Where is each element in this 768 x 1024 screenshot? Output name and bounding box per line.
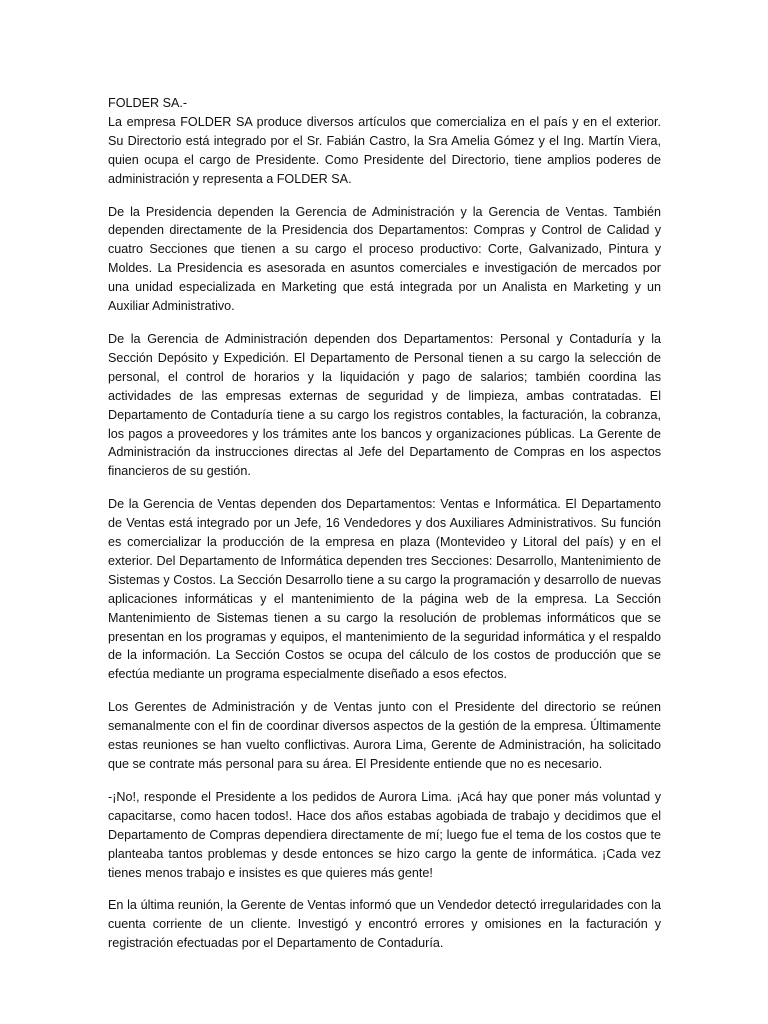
paragraph-last-meeting: En la última reunión, la Gerente de Ventas informó que un Vendedor detectó irregularidades con la cuenta corriente de un cliente. Investigó y encontró errores y omisiones en la facturación y registración efectuadas por el Departamento de Contaduría.	[108, 898, 661, 951]
paragraph-sales: De la Gerencia de Ventas dependen dos Departamentos: Ventas e Informática. El Departamento de Ventas está integrado por un Jefe, 16 Vendedores y dos Auxiliares Administrativos. Su función es comercializar la producción de la empresa en plaza (Montevideo y Litoral del país) y en el exterior. Del Departamento de Informática dependen tres Secciones: Desarrollo, Mantenimiento de Sistemas y Costos. La Sección Desarrollo tiene a su cargo la programación y desarrollo de nuevas aplicaciones informáticas y el mantenimiento de la página web de la empresa. La Sección Mantenimiento de Sistemas tienen a su cargo la resolución de problemas informáticos que se presentan en los programas y equipos, el mantenimiento de la seguridad informática y el respaldo de la información. La Sección Costos se ocupa del cálculo de los costos de producción que se efectúa mediante un programa especialmente diseñado a esos efectos.	[108, 497, 661, 682]
paragraph-president-response: -¡No!, responde el Presidente a los pedidos de Aurora Lima. ¡Acá hay que poner más voluntad y capacitarse, como hacen todos!. Hace dos años estabas agobiada de trabajo y decidimos que el Departamento de Compras dependiera directamente de mí; luego fue el tema de los costos que te planteaba tantos problemas y desde entonces se hizo cargo la gente de informática. ¡Cada vez tienes menos trabajo e insistes es que quieres más gente!	[108, 789, 661, 880]
paragraph-presidency: De la Presidencia dependen la Gerencia de Administración y la Gerencia de Ventas. También dependen directamente de la Presidencia dos Departamentos: Compras y Control de Calidad y cuatro Secciones que tienen a su cargo el proceso productivo: Corte, Galvanizado, Pintura y Moldes. La Presidencia es asesorada en asuntos comerciales e investigación de mercados por una unidad especializada en Marketing que está integrada por un Analista en Marketing y un Auxiliar Administrativo.	[108, 204, 661, 314]
paragraph-administration: De la Gerencia de Administración dependen dos Departamentos: Personal y Contaduría y la Sección Depósito y Expedición. El Departamento de Personal tienen a su cargo la selección de personal, el control de horarios y la liquidación y pago de salarios; también coordina las actividades de las empresas externas de seguridad y de limpieza, ambas contratadas. El Departamento de Contaduría tiene a su cargo los registros contables, la facturación, la cobranza, los pagos a proveedores y los trámites ante los bancos y organizaciones públicas. La Gerente de Administración da instrucciones directas al Jefe del Departamento de Compras en los aspectos financieros de su gestión.	[108, 331, 661, 479]
document-title: FOLDER SA.-	[108, 96, 188, 110]
paragraph-company-intro: La empresa FOLDER SA produce diversos artículos que comercializa en el país y en el exterior. Su Directorio está integrado por el Sr. Fabián Castro, la Sra Amelia Gómez y el Ing. Martín Viera, quien ocupa el cargo de Presidente. Como Presidente del Directorio, tiene amplios poderes de administración y representa a FOLDER SA.	[108, 114, 661, 186]
document-body	[108, 94, 661, 967]
paragraph-meetings: Los Gerentes de Administración y de Ventas junto con el Presidente del directorio se reúnen semanalmente con el fin de coordinar diversos aspectos de la gestión de la empresa. Últimamente estas reuniones se han vuelto conflictivas. Aurora Lima, Gerente de Administración, ha solicitado que se contrate más personal para su área. El Presidente entiende que no es necesario.	[108, 700, 661, 771]
